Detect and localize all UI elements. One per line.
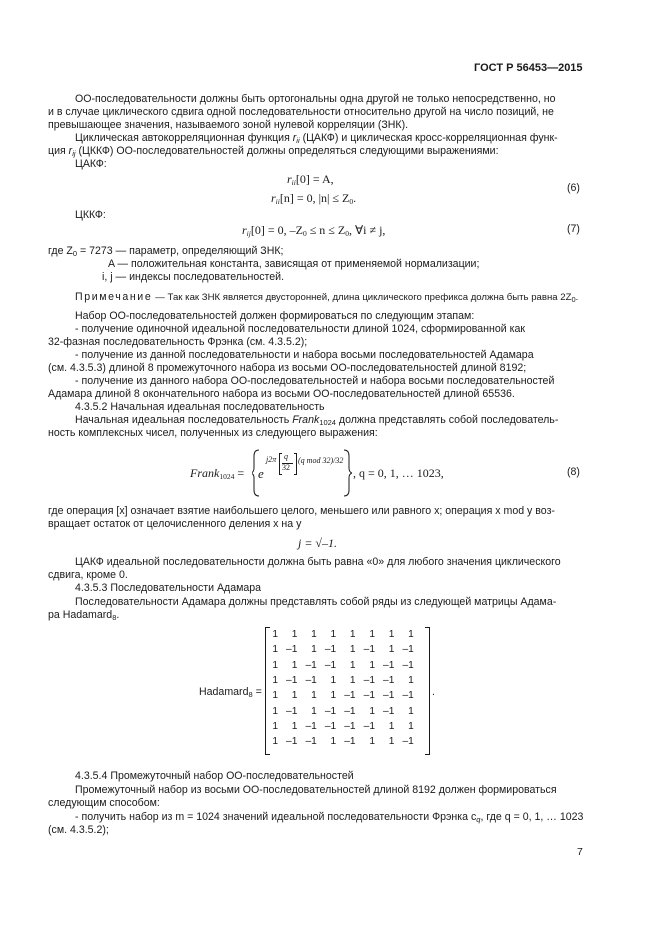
list-item: - получение из данной последовательности и набора восьми последовательностей Адамара: [75, 349, 534, 361]
text-line: следующим способом:: [48, 797, 160, 809]
matrix-cell: –1: [363, 690, 375, 702]
hadamard-label: Hadamard$_8$ =: [199, 686, 262, 699]
matrix-right-bracket: [425, 627, 430, 755]
equation-8-number: (8): [567, 466, 580, 478]
note: Примечание — Так как ЗНК является двусторонней, длина циклического префикса должна быть равна $2Z_0$.: [75, 291, 579, 304]
text-line: Промежуточный набор из восьми ОО-последовательностей длиной 8192 должен формироваться: [75, 784, 557, 796]
matrix-cell: –1: [305, 674, 317, 686]
text-line: вращает остаток от целочисленного деления x на y: [48, 518, 302, 530]
text-line: где операция [x] означает взятие наибольшего целого, меньшего или равного x; операция x mod y воз-: [48, 505, 555, 517]
matrix-cell: 1: [408, 705, 414, 717]
matrix-cell: 1: [291, 629, 298, 640]
matrix-cell: 1: [388, 644, 395, 656]
section-heading-4353: 4.3.5.3 Последовательности Адамара: [75, 582, 262, 594]
list-item-cont: Адамара длиной 8 окончательного набора из восьми ОО-последовательностей длиной 65536.: [48, 388, 515, 400]
matrix-cell: –1: [324, 720, 337, 732]
matrix-cell: –1: [363, 644, 375, 656]
matrix-cell: 1: [330, 690, 337, 702]
matrix-cell: 1: [272, 720, 278, 732]
matrix-cell: 1: [369, 659, 375, 671]
matrix-cell: 1: [330, 736, 337, 748]
matrix-cell: 1: [349, 659, 356, 671]
matrix-cell: –1: [324, 644, 337, 656]
matrix-cell: 1: [369, 629, 375, 640]
definition-a: A — положительная константа, зависящая от применяемой нормализации;: [108, 258, 480, 270]
matrix-cell: –1: [324, 659, 337, 671]
text-line: ЦАКФ идеальной последовательности должна быть равна «0» для любого значения циклического: [75, 556, 561, 568]
list-item: - получить набор из m = 1024 значений идеальной последовательности Фрэнка $c_q$, где q = 0, 1, … 1023: [75, 811, 584, 824]
matrix-cell: 1: [272, 736, 278, 748]
matrix-cell: 1: [311, 644, 317, 656]
matrix-cell: 1: [311, 705, 317, 717]
equation-8-q: q: [284, 452, 288, 461]
matrix-cell: –1: [383, 674, 395, 686]
equation-8-exp-b: (q mod 32)/32: [298, 456, 344, 465]
equation-7: $r_{ij}[0] = 0$, $-Z_0 \le n \le Z_0$, ∀i ≠ j,: [242, 223, 386, 238]
matrix-cell: –1: [344, 736, 356, 748]
matrix-cell: 1: [369, 736, 375, 748]
text-line: ность комплексных чисел, полученных из следующего выражения:: [48, 427, 378, 439]
matrix-cell: 1: [330, 629, 337, 640]
text-line: Последовательности Адамара должны представлять собой ряды из следующей матрицы Адама-: [75, 596, 557, 608]
equation-8-exp-a: j2π: [266, 455, 277, 464]
matrix-cell: –1: [402, 690, 414, 702]
matrix-cell: –1: [286, 644, 298, 656]
equation-6-line1: $r_{ii}[0] = A$,: [287, 172, 334, 187]
list-item-cont: 32-фазная последовательность Фрэнка (см. 4.3.5.2);: [48, 336, 308, 348]
matrix-cell: –1: [286, 674, 298, 686]
equation-6-number: (6): [567, 182, 580, 194]
label-cakf: ЦАКФ:: [75, 158, 107, 170]
list-item: - получение из данного набора ОО-последовательностей и набора восьми последовательностей: [75, 375, 555, 387]
matrix-cell: –1: [305, 659, 317, 671]
text-line: и в случае циклического сдвига одной последовательности относительно другой на число позиций, не: [48, 106, 554, 118]
equation-7-number: (7): [567, 223, 580, 235]
text-line: ция $r_{ij}$ (ЦККФ) ОО-последовательностей должны определяться следующими выражениями:: [48, 145, 499, 158]
matrix-cell: 1: [272, 629, 278, 640]
label-ckkf: ЦККФ:: [75, 209, 106, 221]
matrix-cell: –1: [305, 720, 317, 732]
text-line: Набор ОО-последовательностей должен формироваться по следующим этапам:: [75, 310, 475, 322]
matrix-cell: 1: [272, 705, 278, 717]
matrix-cell: –1: [305, 736, 317, 748]
text-line: ОО-последовательности должны быть ортогональны одна другой не только непосредственно, но: [75, 93, 556, 105]
text-line: сдвига, кроме 0.: [48, 569, 128, 581]
text-line: превышающее значения, называемого зоной нулевой корреляции (ЗНК).: [48, 119, 409, 131]
equation-8-e: e: [258, 466, 264, 481]
matrix-cell: 1: [272, 644, 278, 656]
matrix-cell: –1: [383, 659, 395, 671]
matrix-cell: –1: [383, 690, 395, 702]
text-line: ра Hadamard$_8$.: [48, 609, 120, 622]
matrix-cell: 1: [291, 659, 298, 671]
equation-8-32: 32: [282, 463, 290, 472]
matrix-cell: 1: [388, 736, 395, 748]
matrix-cell: 1: [349, 674, 356, 686]
matrix-cell: –1: [344, 705, 356, 717]
section-heading-4354: 4.3.5.4 Промежуточный набор ОО-последовательностей: [75, 770, 354, 782]
matrix-cell: –1: [402, 659, 414, 671]
list-item-cont: (см. 4.3.5.2);: [48, 824, 109, 836]
matrix-cell: 1: [272, 659, 278, 671]
matrix-cell: –1: [402, 644, 414, 656]
equation-6-line2: $r_{ii}[n] = 0$, $|n| \le Z_0$.: [271, 191, 357, 206]
matrix-cell: 1: [408, 674, 414, 686]
matrix-cell: –1: [286, 705, 298, 717]
floor-bracket-right: [294, 453, 297, 475]
matrix-cell: –1: [363, 674, 375, 686]
equation-8-range: , q = 0, 1, … 1023,: [353, 466, 444, 480]
definition-z0: где $Z_0 = 7273$ — параметр, определяющий ЗНК;: [48, 245, 284, 258]
text-line: Циклическая автокорреляционная функция $r_{ii}$ (ЦАКФ) и циклическая кросс-корреляционная функ-: [75, 132, 558, 145]
page-number: 7: [577, 846, 583, 858]
equation-j: j = √–1.: [298, 536, 338, 550]
matrix-cell: 1: [291, 720, 298, 732]
text-line: Начальная идеальная последовательность Frank$_{1024}$ должна представлять собой последователь-: [75, 414, 559, 427]
list-item: - получение одиночной идеальной последовательности длиной 1024, сформированной как: [75, 323, 526, 335]
matrix-period: .: [432, 686, 435, 698]
right-brace: [344, 450, 352, 496]
list-item-cont: (см. 4.3.5.3) длиной 8 промежуточного набора из восьми ОО-последовательностей длиной 8192;: [48, 362, 527, 374]
matrix-cell: 1: [388, 629, 395, 640]
matrix-cell: 1: [291, 690, 298, 702]
matrix-cell: –1: [324, 705, 337, 717]
matrix-cell: –1: [344, 720, 356, 732]
matrix-cell: –1: [363, 720, 375, 732]
matrix-cell: 1: [369, 705, 375, 717]
section-heading-4352: 4.3.5.2 Начальная идеальная последовательность: [75, 401, 325, 413]
matrix-cell: 1: [272, 690, 278, 702]
matrix-cell: 1: [311, 629, 317, 640]
matrix-cell: 1: [311, 690, 317, 702]
matrix-cell: –1: [286, 736, 298, 748]
matrix-cell: –1: [402, 736, 414, 748]
matrix-cell: 1: [408, 629, 414, 640]
matrix-cell: –1: [383, 705, 395, 717]
definition-ij: i, j — индексы последовательностей.: [102, 271, 285, 283]
matrix-cell: 1: [330, 674, 337, 686]
matrix-cell: 1: [408, 720, 414, 732]
matrix-cell: 1: [349, 629, 356, 640]
matrix-cell: 1: [349, 644, 356, 656]
matrix-cell: –1: [344, 690, 356, 702]
document-header: ГОСТ Р 56453—2015: [474, 62, 583, 74]
matrix-cell: 1: [388, 720, 395, 732]
equation-8-lhs: Frank$_{1024}$ =: [190, 466, 245, 481]
matrix-cell: 1: [272, 674, 278, 686]
